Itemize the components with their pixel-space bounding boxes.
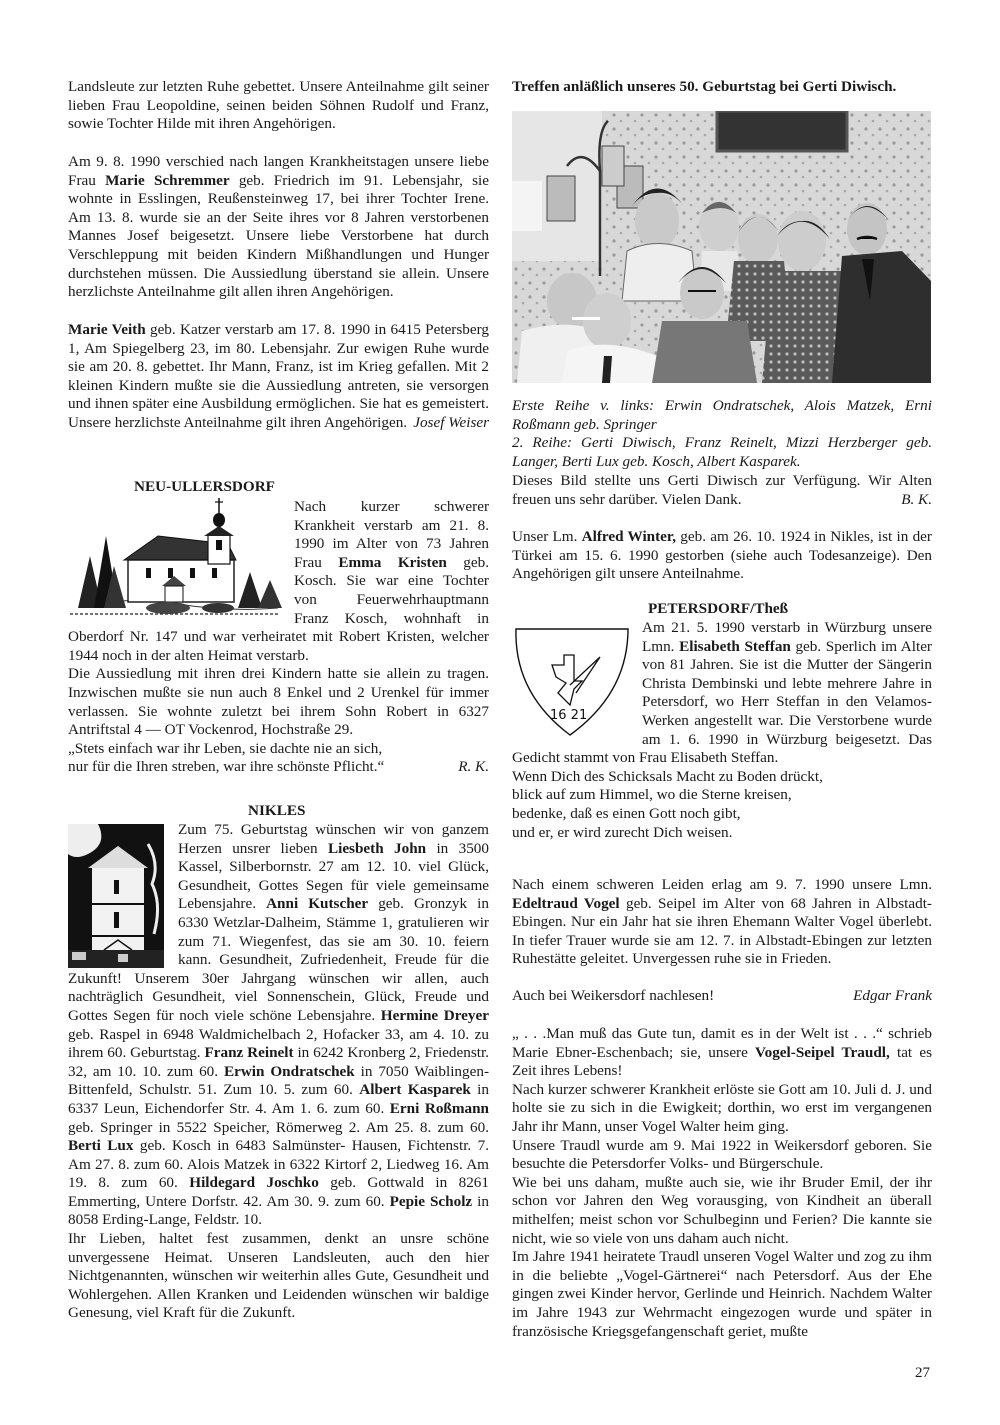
photo-caption [512,397,932,471]
obituary-winter: Unser Lm. Alfred Winter, geb. am 26. 10. 1924 in Nikles, ist in der Türkei am 15. 6. 1990 gestorben (siehe auch Todesanzeige). Den Angehörigen gilt unsere Anteilnahme. [512,528,932,583]
group-photo-image [512,111,931,383]
person-name: Alfred Winter, [581,528,677,545]
traudl-quote: „ . . .Man muß das Gute tun, damit es in der Welt ist . . .“ schrieb Marie Ebner-Eschenbach; sie, unsere Vogel-Seipel Traudl, tat es Zeit ihres Lebens! [512,1025,932,1080]
petersdorf-section [512,619,932,842]
signature: Edgar Frank [853,987,932,1004]
section-heading-nikles: NIKLES [248,802,306,819]
person-name: Pepie Scholz [389,1192,473,1210]
person-name: Albert Kasparek [359,1081,471,1099]
nikles-closing: Ihr Lieben, haltet fest zusammen, denkt an unsre schöne unvergessene Heimat. Unseren Landsleuten, auch den hier Nichtgenannten, wünschen wir weiterhin alles Gute, Gesundheit und Wohlergehen. Allen Kranken und Leidenden wünschen wir baldige Genesung, viel Kraft für die Zukunft. [68,1230,489,1322]
caption-thanks: Dieses Bild stellte uns Gerti Diwisch zur Verfügung. Wir Alten freuen uns sehr darüber. Vielen Dank. B. K. [512,472,932,508]
person-name: Erwin Ondratschek [223,1062,355,1080]
tribute-traudl [512,1025,932,1341]
caption-row-2: 2. Reihe: Gerti Diwisch, Franz Reinelt, Mizzi Herzberger geb. Langer, Berti Lux geb. Kosch, Albert Kasparek. [512,434,932,470]
intro-paragraph: Landsleute zur letzten Ruhe gebettet. Unsere Anteilnahme gilt seiner lieben Frau Leopoldine, seinen beiden Söhnen Rudolf und Franz, sowie Tochter Hilde mit ihren Angehörigen. [68,78,489,133]
church-tower-photo [68,824,164,968]
page-number: 27 [915,1365,930,1381]
church-tower-icon [68,824,164,968]
person-name: Marie Veith [68,321,146,338]
photo-heading: Treffen anläßlich unseres 50. Geburtstag bei Gerti Diwisch. [512,78,897,95]
kristen-paragraph-2: Die Aussiedlung mit ihren drei Kindern hatte sie allein zu tragen. Inzwischen mußte sie nun auch 8 Enkel und 2 Urenkel für immer verlassen. Sie wohnte zuletzt bei ihrem Sohn Robert in 6327 Antriftstal 4 — OT Vockenrod, Hochstraße 29. [68,665,489,739]
traudl-paragraph: Unsere Traudl wurde am 9. Mai 1922 in Weikersdorf geboren. Sie besuchte die Petersdorfer Volks- und Bürgerschule. [512,1136,932,1173]
poem-line: Wenn Dich des Schicksals Macht zu Boden drückt, [512,767,823,785]
obituary-steffan: Am 21. 5. 1990 verstarb in Würzburg unsere Lmn. Elisabeth Steffan geb. Sperlich im Alter von 81 Jahren. Sie ist die Mutter der Sängerin Christa Dembinski und lebte mehrere Jahre in Petersdorf, wo Herr Steffan in den Velamos-Werken angestellt war. Die Verstorbene wurde am 1. 6. 1990 in Würzburg beigesetzt. Das Gedicht stammt von Frau Elisabeth Steffan. [512,619,932,767]
kristen-quote: „Stets einfach war ihr Leben, sie dachte nie an sich, nur für die Ihren streben, war ihre schönste Pflicht.“ R. K. [68,739,489,776]
crest-year: 16 21 [550,708,588,723]
obituary-schremmer: Am 9. 8. 1990 verschied nach langen Krankheitstagen unsere liebe Frau Marie Schremmer geb. Friedrich im 91. Lebensjahr, sie wohnte in Esslingen, Reußensteinweg 17, bei ihrer Tochter Irene. Am 13. 8. wurde sie an der Seite ihres vor 8 Jahren verstorbenen Mannes Josef beigesetzt. Unsere liebe Verstorbene hat durch Verschleppung mit beiden Kindern Mißhandlungen und Hunger durchstehen müssen. Die Aussiedlung überstand sie allein. Unsere herzlichste Anteilnahme gilt allen ihren Angehörigen. [68,153,489,301]
person-name: Franz Reinelt [204,1044,294,1062]
poem [512,768,932,842]
obituary-veith: Marie Veith geb. Katzer verstarb am 17. 8. 1990 in 6415 Petersberg 1, Am Spiegelberg 23, im 80. Lebensjahr. Zur ewigen Ruhe wurde sie am 20. 8. gebettet. Ihr Mann, Franz, ist im Krieg gefallen. Mit 2 kleinen Kindern mußte sie die Aussiedlung antreten, sie versorgen und ihnen später eine Ausbildung ermöglichen. Sie hat es gemeistert. Unsere herzlichste Anteilnahme gilt ihren Angehörigen. Josef Weiser [68,321,489,431]
church-icon [68,496,288,618]
signature: R. K. [458,758,489,776]
section-heading-neu-ullersdorf: NEU-ULLERSDORF [134,478,275,495]
neu-ullersdorf-section [68,498,489,777]
person-name: Vogel-Seipel Traudl, [755,1043,890,1061]
obituary-vogel: Nach einem schweren Leiden erlag am 9. 7. 1990 unsere Lmn. Edeltraud Vogel geb. Seipel im Alter von 68 Jahren in Albstadt-Ebingen. Nur ein Jahr hat sie ihren Ehemann Walter Vogel überlebt. In tiefer Trauer wurde sie am 12. 7. in Albstadt-Ebingen zur letzten Ruhestätte geleitet. Unvergessen ruhe sie in Frieden. [512,876,932,968]
section-heading-petersdorf: PETERSDORF/Theß [648,600,789,617]
crest-icon [512,623,632,739]
vogel-note: Auch bei Weikersdorf nachlesen! Edgar Frank [512,987,932,1004]
caption-row-1: Erste Reihe v. links: Erwin Ondratschek, Alois Matzek, Erni Roßmann geb. Springer [512,397,932,433]
signature: B. K. [901,490,932,508]
person-name: Marie Schremmer [105,171,230,189]
person-name: Hermine Dreyer [380,1006,489,1024]
poem-line: und er, er wird zurecht Dich weisen. [512,823,733,841]
church-illustration [68,496,288,618]
signature: Josef Weiser [413,413,489,431]
person-name: Anni Kutscher [266,895,369,913]
person-name: Liesbeth John [327,839,427,857]
person-name: Edeltraud Vogel [512,894,620,912]
poem-line: blick auf zum Himmel, wo die Sterne kreisen, [512,786,792,804]
person-name: Erni Roßmann [389,1099,490,1117]
nikles-birthdays: Zum 75. Geburtstag wünschen wir von ganzem Herzen unsrer lieben Liesbeth John in 3500 Kassel, Silberbornstr. 27 am 12. 10. viel Glück, Gesundheit, Gottes Segen für viele gemeinsame Lebensjahre. Anni Kutscher geb. Gronzyk in 6330 Wetzlar-Dalheim, Stämme 1, gratulieren wir zum 71. Wiegenfest, das sie am 30. 10. feiern kann. Gesundheit, Zufriedenheit, Freude für die Zukunft! Unserem 30er Jahrgang wünschen wir allen, auch nachträglich Gesundheit, viel Sonnenschein, Glück, Freude und Gottes Segen für noch viele schöne Lebensjahre. Hermine Dreyer geb. Raspel in 6948 Waldmichelbach 2, Hofacker 33, am 4. 10. zu ihrem 60. Geburtstag. Franz Reinelt in 6242 Kronberg 2, Friedenstr. 32, am 10. 10. zum 60. Erwin Ondratschek in 7050 Waiblingen-Bittenfeld, Schulstr. 51. Zum 10. 5. zum 60. Albert Kasparek in 6337 Leun, Eichendorfer Str. 4. Am 1. 6. zum 60. Erni Roßmann geb. Springer in 5522 Speicher, Römerweg 2. Am 25. 8. zum 60. Berti Lux geb. Kosch in 6483 Salmünster- Hausen, Fichtenstr. 7. Am 27. 8. zum 60. Alois Matzek in 6322 Kirtorf 2, Liedweg 16. Am 19. 8. zum 60. Hildegard Joschko geb. Gottwald in 8261 Emmerting, Untere Dorfstr. 42. Am 30. 9. zum 60. Pepie Scholz in 8058 Erding-Lange, Feldstr. 10. [68,821,490,1229]
person-name: Hildegard Joschko [189,1174,319,1192]
coat-of-arms [512,623,632,739]
group-photo [512,111,931,383]
person-name: Emma Kristen [338,553,447,571]
poem-line: bedenke, daß es einen Gott noch gibt, [512,804,741,822]
traudl-paragraph: Nach kurzer schwerer Krankheit erlöste sie Gott am 10. Juli d. J. und holte sie zu sich in die Ewigkeit; dorthin, wo erst im vergangenen Jahr ihr Mann, unser Vogel Walter heim ging. [512,1080,932,1135]
traudl-paragraph: Wie bei uns daham, mußte auch sie, wie ihr Bruder Emil, der ihr schon vor Jahren den Weg vorausging, von Kindheit an überall mithelfen; meist schon vor Schulbeginn und Ferien? Die kannte sie nicht, wie so viele von uns daham auch nicht. [512,1173,932,1247]
traudl-paragraph: Im Jahre 1941 heiratete Traudl unseren Vogel Walter und zog zu ihm in die beliebte „Vogel-Gärtnerei“ nach Petersdorf. Aus der Ehe gingen zwei Kinder hervor, Gerlinde und Heinrich. Nachdem Walter im Jahre 1943 zur Wehrmacht eingezogen wurde und später in französische Kriegsgefangenschaft geriet, mußte [512,1248,932,1340]
nikles-section [68,821,489,1323]
person-name: Elisabeth Steffan [679,637,791,655]
person-name: Berti Lux [68,1137,134,1155]
obituary-kristen: Nach kurzer schwerer Krankheit verstarb am 21. 8. 1990 im Alter von 73 Jahren Frau Emma Kristen geb. Kosch. Sie war eine Tochter von Feuerwehrhauptmann Franz Kosch, wohnhaft in Oberdorf Nr. 147 und war verheiratet mit Robert Kristen, welcher 1944 noch in der alten Heimat verstarb. [68,498,489,664]
